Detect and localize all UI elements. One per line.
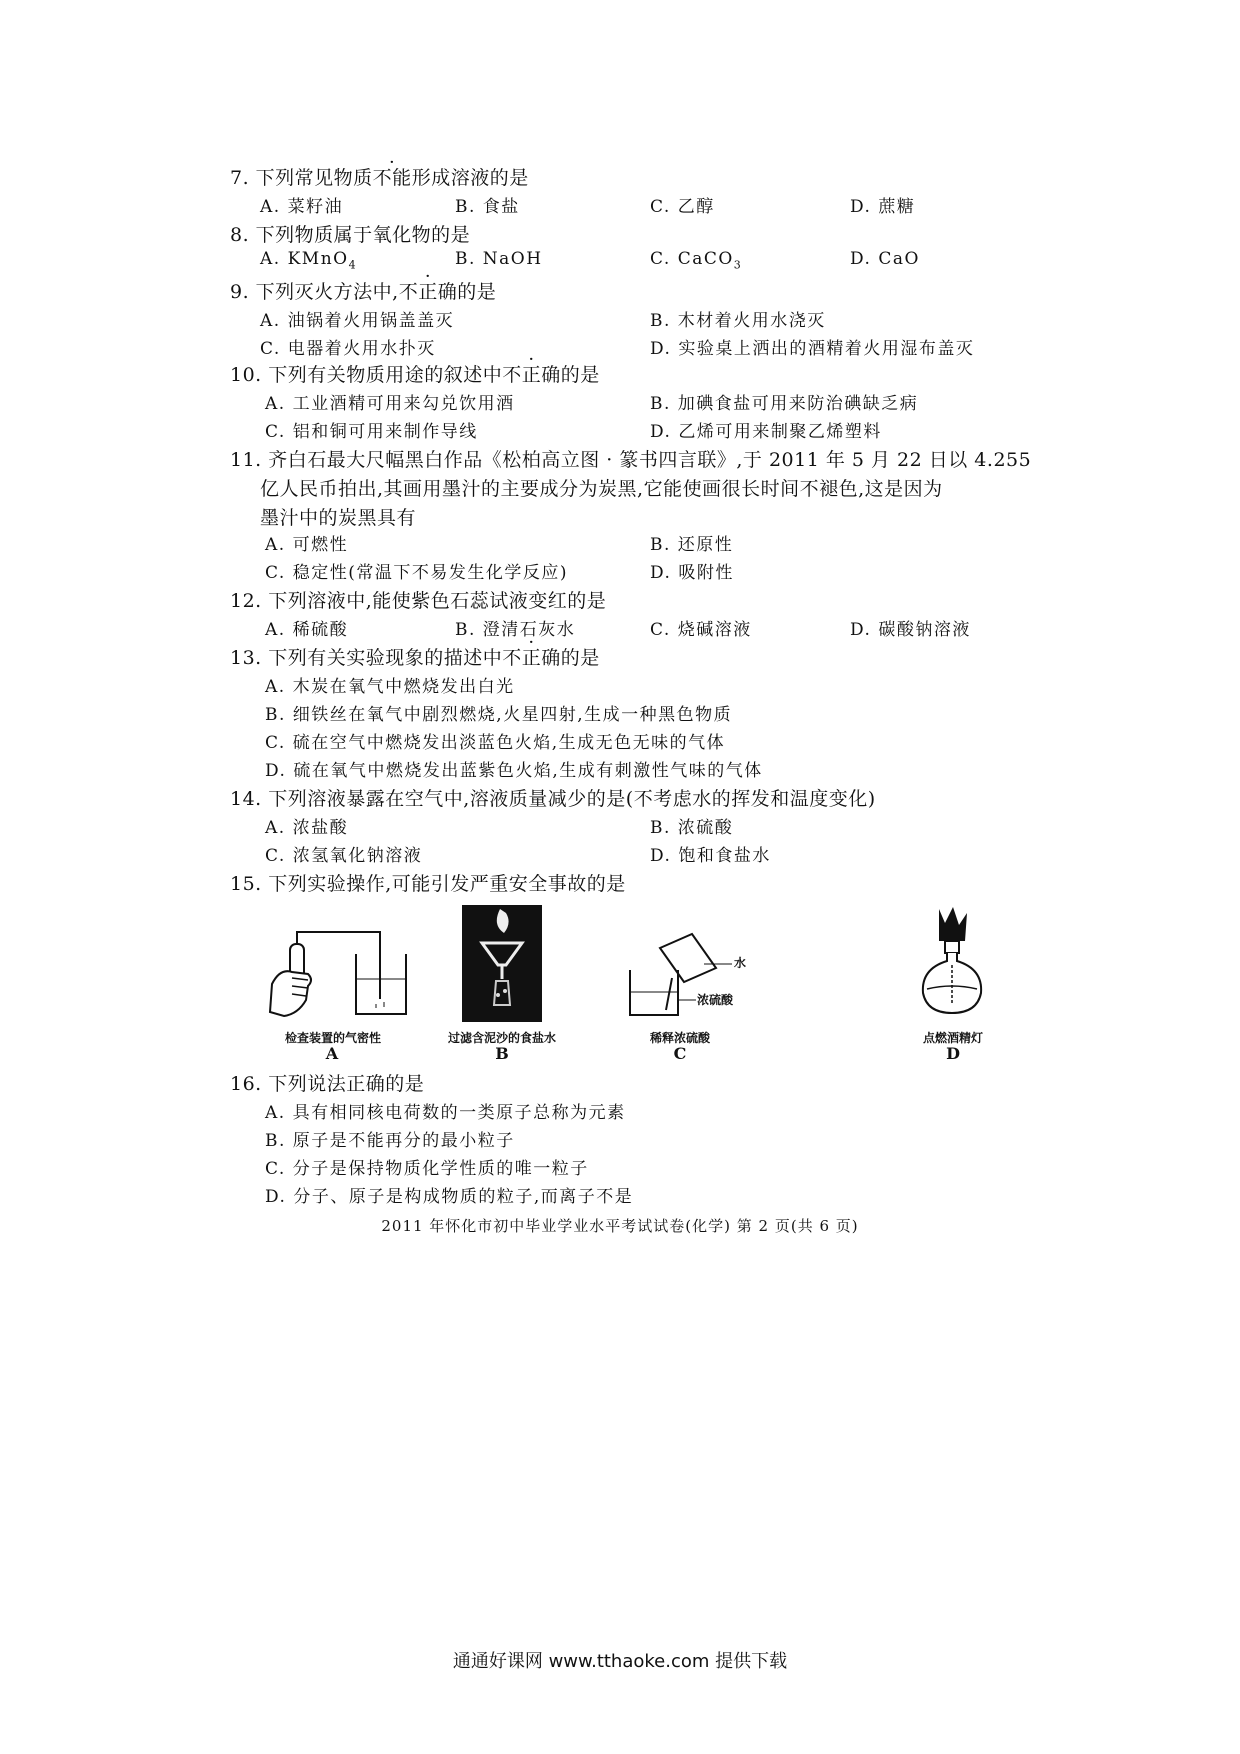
question-7-option-d: D. 蔗糖 [850,197,916,217]
question-16-option-b: B. 原子是不能再分的最小粒子 [265,1131,515,1151]
question-8-option-a: A. KMnO$_4$ [260,249,358,272]
question-14-stem: 14. 下列溶液暴露在空气中,溶液质量减少的是(不考虑水的挥发和温度变化) [230,788,876,810]
question-7-stem: 7. 下列常见物质不能形成溶液的是 [230,167,529,189]
question-16-stem: 16. 下列说法正确的是 [230,1073,425,1095]
question-14-option-a: A. 浓盐酸 [265,818,349,838]
question-11-option-a: A. 可燃性 [265,535,349,555]
figure-c-letter: C [673,1044,687,1063]
figure-c-dilution-apparatus [620,930,770,1020]
question-13-option-c: C. 硫在空气中燃烧发出淡蓝色火焰,生成无色无味的气体 [265,733,726,753]
question-9-option-b: B. 木材着火用水浇灭 [650,311,826,331]
figure-a-caption: 检查装置的气密性 [284,1031,381,1045]
question-11-stem-line-2: 亿人民币拍出,其画用墨汁的主要成分为炭黑,它能使画很长时间不褪色,这是因为 [260,478,943,500]
figure-b-letter: B [495,1044,509,1063]
question-11-option-d: D. 吸附性 [650,563,734,583]
question-10-option-c: C. 铝和铜可用来制作导线 [265,422,478,442]
figure-c-label-acid: 浓硫酸 [697,993,734,1007]
question-13-option-b: B. 细铁丝在氧气中剧烈燃烧,火星四射,生成一种黑色物质 [265,705,733,725]
question-16-option-a: A. 具有相同核电荷数的一类原子总称为元素 [265,1103,626,1123]
question-11-stem-line-1: 11. 齐白石最大尺幅黑白作品《松柏高立图 · 篆书四言联》,于 2011 年 5 月 22 日以 4.255 [230,449,1032,471]
question-9-option-a: A. 油锅着火用锅盖盖灭 [260,311,455,331]
question-14-option-b: B. 浓硫酸 [650,818,734,838]
question-10-option-a: A. 工业酒精可用来勾兑饮用酒 [265,394,515,414]
question-7-option-b: B. 食盐 [455,197,520,217]
question-11-stem-line-3: 墨汁中的炭黑具有 [260,507,417,529]
figure-d-alcohol-lamp [915,905,990,1023]
question-12-option-d: D. 碳酸钠溶液 [850,620,971,640]
figure-d-letter: D [946,1044,960,1063]
question-8-stem: 8. 下列物质属于氧化物的是 [230,224,471,246]
question-13-option-d: D. 硫在氧气中燃烧发出蓝紫色火焰,生成有刺激性气味的气体 [265,761,763,781]
question-12-option-b: B. 澄清石灰水 [455,620,576,640]
question-10-stem: 10. 下列有关物质用途的叙述中不正确的是 [230,364,600,386]
question-11-option-b: B. 还原性 [650,535,734,555]
figure-a-letter: A [325,1044,339,1063]
question-15-stem: 15. 下列实验操作,可能引发严重安全事故的是 [230,873,626,895]
question-14-option-d: D. 饱和食盐水 [650,846,771,866]
question-12-option-c: C. 烧碱溶液 [650,620,752,640]
question-13-stem: 13. 下列有关实验现象的描述中不正确的是 [230,647,600,669]
question-8-option-d: D. CaO [850,249,920,269]
figure-c-caption: 稀释浓硫酸 [649,1031,710,1045]
question-13-option-a: A. 木炭在氧气中燃烧发出白光 [265,677,515,697]
figure-c-label-water: 水 [734,956,747,970]
figure-b-filtration-photo [462,905,542,1022]
figure-b-caption: 过滤含泥沙的食盐水 [447,1031,556,1045]
question-7-option-a: A. 菜籽油 [260,197,344,217]
question-8-option-b: B. NaOH [455,249,543,269]
figure-d-caption: 点燃酒精灯 [922,1031,983,1045]
question-14-option-c: C. 浓氢氧化钠溶液 [265,846,423,866]
question-7-option-c: C. 乙醇 [650,197,715,217]
download-watermark: 通通好课网 www.tthaoke.com 提供下载 [452,1651,788,1672]
question-9-option-d: D. 实验桌上洒出的酒精着火用湿布盖灭 [650,339,975,359]
question-12-option-a: A. 稀硫酸 [265,620,349,640]
question-9-stem: 9. 下列灭火方法中,不正确的是 [230,281,497,303]
question-16-option-c: C. 分子是保持物质化学性质的唯一粒子 [265,1159,589,1179]
question-12-stem: 12. 下列溶液中,能使紫色石蕊试液变红的是 [230,590,607,612]
question-8-option-c: C. CaCO$_3$ [650,249,743,272]
question-9-option-c: C. 电器着火用水扑灭 [260,339,436,359]
question-11-option-c: C. 稳定性(常温下不易发生化学反应) [265,563,568,583]
figure-a-airtightness-apparatus [268,924,418,1024]
question-16-option-d: D. 分子、原子是构成物质的粒子,而离子不是 [265,1187,634,1207]
question-10-option-d: D. 乙烯可用来制聚乙烯塑料 [650,422,882,442]
page-footer: 2011 年怀化市初中毕业学业水平考试试卷(化学) 第 2 页(共 6 页) [381,1217,859,1235]
question-10-option-b: B. 加碘食盐可用来防治碘缺乏病 [650,394,919,414]
